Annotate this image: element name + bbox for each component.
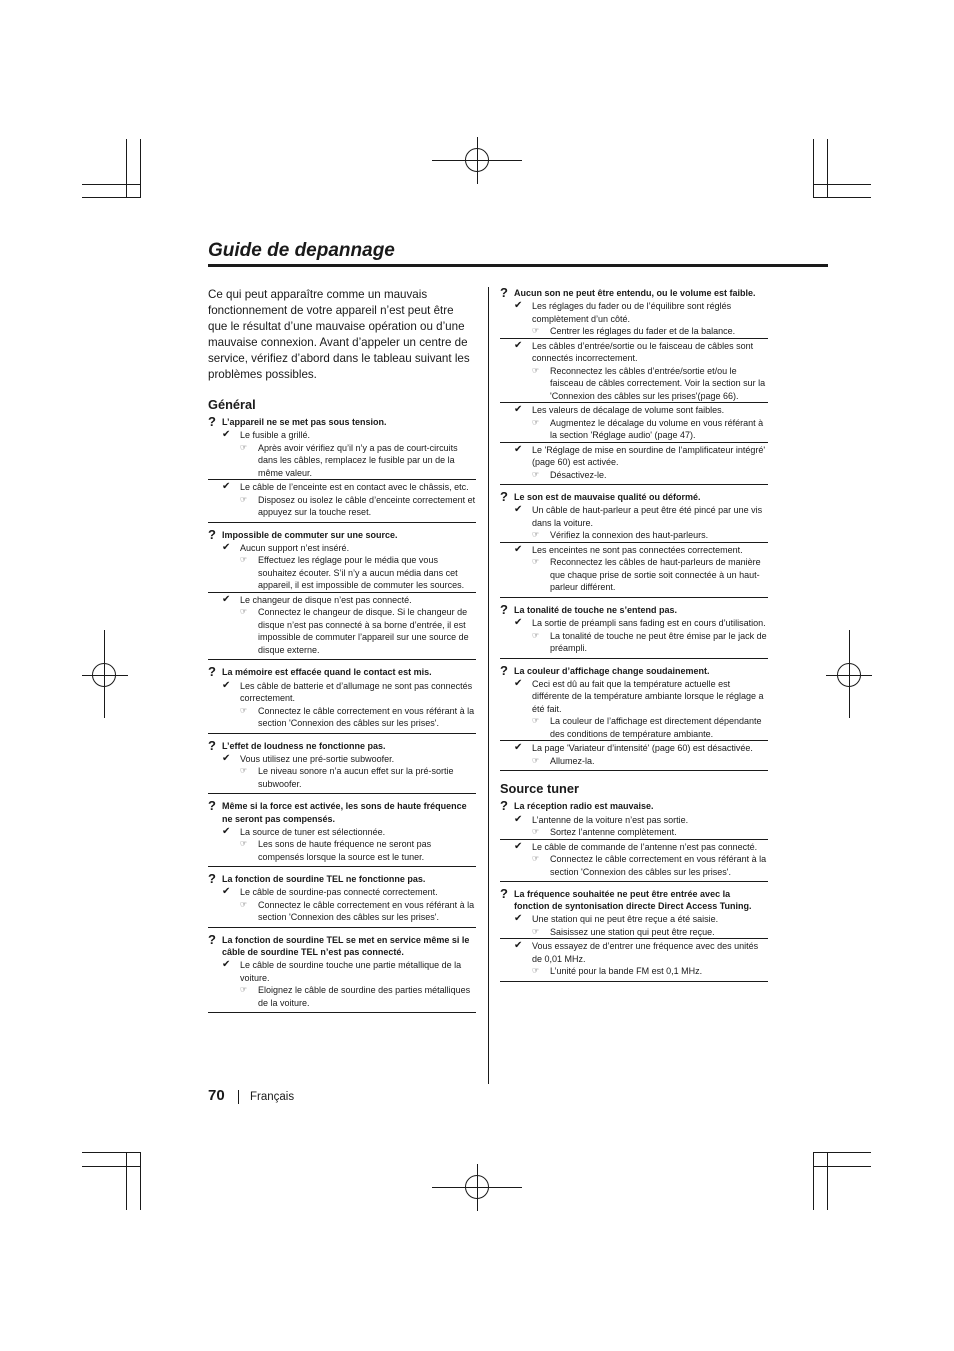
question-text: L’effet de loudness ne fonctionne pas. [222, 740, 386, 751]
remedy-text: Connectez le câble correctement en vous référant à la section 'Connexion des câbles sur les prises'. [258, 899, 475, 923]
remedy-row [222, 838, 476, 863]
check-icon: ✔ [514, 840, 523, 852]
pointing-hand-icon: ☞ [240, 494, 248, 504]
pointing-hand-icon: ☞ [240, 555, 248, 565]
check-icon: ✔ [514, 443, 523, 455]
question-mark-icon: ? [208, 931, 216, 947]
remedy-text: Augmentez le décalage du volume en vous référant à la section 'Réglage audio' (page 47). [550, 417, 764, 441]
remedy-text: Disposez ou isolez le câble d’enceinte correctement et appuyez sur la touche reset. [258, 494, 476, 518]
problem-block [500, 888, 768, 982]
remedy-row [222, 606, 476, 656]
question-mark-icon: ? [500, 285, 508, 300]
cause-item [500, 938, 768, 978]
pointing-hand-icon: ☞ [532, 469, 540, 479]
question-text: La réception radio est mauvaise. [514, 801, 654, 812]
question-text: La fonction de sourdine TEL ne fonctionne pas. [222, 874, 426, 885]
remedy-row [222, 494, 476, 519]
pointing-hand-icon: ☞ [532, 365, 540, 375]
cause-item [500, 678, 768, 741]
remedy-row [514, 965, 768, 978]
problem-question [500, 662, 768, 678]
problem-question [208, 931, 476, 958]
question-mark-icon: ? [500, 601, 508, 617]
cause-item [500, 402, 768, 442]
pointing-hand-icon: ☞ [532, 966, 540, 976]
cause-item [208, 680, 476, 730]
question-mark-icon: ? [208, 871, 216, 887]
problem-question [500, 601, 768, 617]
problem-block [208, 931, 476, 1013]
pointing-hand-icon: ☞ [240, 839, 248, 849]
pointing-hand-icon: ☞ [532, 827, 540, 837]
cause-row [514, 814, 768, 827]
cause-text: Les câble de batterie et d’allumage ne sont pas connectés correctement. [240, 680, 473, 704]
cause-text: Le fusible a grillé. [240, 430, 311, 441]
remedy-text: Vérifiez la connexion des haut-parleurs. [550, 530, 709, 541]
question-text: Même si la force est activée, les sons de haute fréquence ne seront pas compensés. [222, 801, 467, 824]
cause-text: Vous utilisez une pré-sortie subwoofer. [240, 753, 395, 764]
question-mark-icon: ? [208, 798, 216, 814]
pointing-hand-icon: ☞ [532, 716, 540, 726]
remedy-row [222, 765, 476, 790]
problem-question [500, 491, 768, 503]
remedy-row [514, 469, 768, 482]
general-problem-list [208, 416, 476, 1013]
cause-item [500, 442, 768, 482]
problem-question [500, 287, 768, 299]
cause-item [208, 479, 476, 519]
cause-text: Les réglages du fader ou de l’équilibre sont réglés complètement d’un côté. [532, 301, 732, 324]
cause-row [514, 678, 768, 716]
check-icon: ✔ [514, 504, 523, 516]
cause-item [208, 826, 476, 864]
footer-language: Français [250, 1091, 295, 1103]
question-mark-icon: ? [500, 662, 508, 678]
pointing-hand-icon: ☞ [532, 530, 540, 540]
cause-row [222, 959, 476, 984]
check-icon: ✔ [514, 813, 523, 825]
cause-row [514, 742, 768, 755]
remedy-text: Reconnectez les câbles de haut-parleurs de manière que chaque prise de sortie soit connectée à un haut-parleur différent. [550, 557, 761, 593]
cause-text: Les câbles d’entrée/sortie ou le faisceau de câbles sont connectés incorrectement. [532, 340, 754, 364]
question-mark-icon: ? [208, 664, 216, 680]
cause-text: Un câble de haut-parleur a peut être été pincé par une vis dans la voiture. [532, 505, 763, 528]
pointing-hand-icon: ☞ [532, 926, 540, 936]
question-text: Aucun son ne peut être entendu, ou le volume est faible. [514, 288, 756, 298]
problem-block [500, 601, 768, 659]
remedy-row [514, 715, 768, 740]
cause-text: Le câble de sourdine touche une partie métallique de la voiture. [240, 960, 462, 983]
left-column [208, 287, 476, 1019]
cause-item [500, 617, 768, 655]
cause-item [500, 740, 768, 767]
cause-row [222, 886, 476, 899]
cause-text: Le câble de commande de l’antenne n’est pas connecté. [532, 841, 758, 852]
cause-row [514, 404, 768, 417]
remedy-row [222, 899, 476, 924]
check-icon: ✔ [222, 541, 231, 553]
problem-block [500, 287, 768, 485]
remedy-text: L’unité pour la bande FM est 0,1 MHz. [550, 966, 703, 977]
cause-row [514, 444, 768, 469]
cause-text: La source de tuner est sélectionnée. [240, 826, 386, 837]
check-icon: ✔ [222, 825, 231, 837]
remedy-row [514, 826, 768, 839]
cause-item [500, 913, 768, 938]
problem-question [208, 666, 476, 678]
audio-problem-list [500, 287, 768, 771]
remedy-row [222, 554, 476, 592]
cause-text: Le câble de sourdine-pas connecté correctement. [240, 887, 438, 898]
remedy-text: Centrer les réglages du fader et de la balance. [550, 326, 736, 337]
pointing-hand-icon: ☞ [532, 755, 540, 765]
cause-row [222, 481, 476, 494]
remedy-row [222, 442, 476, 480]
pointing-hand-icon: ☞ [240, 766, 248, 776]
cause-item [208, 959, 476, 1009]
cause-row [222, 680, 476, 705]
remedy-text: Eloignez le câble de sourdine des parties métalliques de la voiture. [258, 985, 471, 1008]
question-text: Impossible de commuter sur une source. [222, 529, 398, 540]
pointing-hand-icon: ☞ [532, 417, 540, 427]
remedy-row [514, 755, 768, 768]
check-icon: ✔ [222, 886, 231, 898]
remedy-text: Désactivez-le. [550, 469, 607, 480]
remedy-row [514, 365, 768, 403]
cause-item [208, 753, 476, 791]
page-title: Guide de depannage [208, 240, 395, 261]
cause-item [208, 592, 476, 657]
remedy-row [222, 705, 476, 730]
cause-item [500, 839, 768, 879]
remedy-row [514, 529, 768, 542]
pointing-hand-icon: ☞ [532, 854, 540, 864]
cause-text: Ceci est dû au fait que la température actuelle est différente de la température ambiante lorsque le réglage a été fait. [532, 678, 764, 714]
problem-block [208, 526, 476, 661]
cause-row [514, 300, 768, 325]
section-title-general: Général [208, 397, 256, 412]
remedy-text: Reconnectez les câbles d’entrée/sortie et/ou le faisceau de câbles correctement. Voir la section sur la 'Connexion des câbles sur les prises'(page 66). [550, 365, 766, 401]
cause-row [514, 340, 768, 365]
remedy-text: Sortez l’antenne complètement. [550, 827, 677, 838]
cause-row [514, 617, 768, 630]
problem-question [208, 416, 476, 428]
column-divider [488, 287, 489, 1084]
problem-question [500, 800, 768, 812]
cause-row [222, 753, 476, 766]
question-text: La fréquence souhaitée ne peut être entrée avec la fonction de syntonisation directe Direct Access Tuning. [514, 889, 752, 912]
check-icon: ✔ [514, 339, 523, 351]
cause-item [500, 504, 768, 542]
cause-row [514, 504, 768, 529]
remedy-text: Après avoir vérifiez qu’il n’y a pas de court-circuits dans les câbles, remplacez le fusible par un de la même valeur. [258, 442, 458, 478]
remedy-text: Allumez-la. [550, 755, 595, 766]
cause-text: Vous essayez de d’entrer une fréquence avec des unités de 0,01 MHz. [532, 941, 759, 964]
check-icon: ✔ [222, 752, 231, 764]
question-text: La fonction de sourdine TEL se met en service même si le câble de sourdine TEL n’est pas connecté. [222, 934, 470, 958]
question-mark-icon: ? [208, 526, 216, 542]
cause-item [500, 338, 768, 403]
footer-separator [238, 1090, 239, 1104]
remedy-text: Effectuez les réglage pour le média que vous souhaitez écouter. S’il n’y a aucun média dans cet appareil, il est impossible de commuter les sources. [258, 555, 465, 591]
cause-text: Le câble de l’enceinte est en contact avec le châssis, etc. [240, 482, 469, 493]
remedy-text: Le niveau sonore n’a aucun effet sur la pré-sortie subwoofer. [258, 766, 454, 789]
problem-question [208, 800, 476, 824]
pointing-hand-icon: ☞ [240, 705, 248, 715]
remedy-text: Connectez le changeur de disque. Si le changeur de disque n’est pas connecté à sa borne d’entrée, il est impossible de commuter l’appareil sur une source de disque externe. [258, 607, 469, 655]
check-icon: ✔ [514, 913, 523, 925]
cause-item [500, 300, 768, 338]
cause-text: La sortie de préampli sans fading est en cours d’utilisation. [532, 618, 766, 629]
question-mark-icon: ? [500, 798, 508, 814]
problem-question [208, 737, 476, 753]
remedy-row [222, 984, 476, 1009]
page-number: 70 [208, 1087, 225, 1104]
remedy-row [514, 926, 768, 939]
cause-text: Le changeur de disque n’est pas connecté. [240, 594, 412, 605]
cause-row [222, 826, 476, 839]
question-mark-icon: ? [500, 489, 508, 505]
question-text: La tonalité de touche ne s’entend pas. [514, 604, 678, 615]
problem-block [208, 666, 476, 733]
pointing-hand-icon: ☞ [240, 985, 248, 995]
cause-item [208, 886, 476, 924]
check-icon: ✔ [514, 543, 523, 555]
pointing-hand-icon: ☞ [240, 442, 248, 452]
cause-text: La page 'Variateur d’intensité' (page 60) est désactivée. [532, 743, 753, 754]
remedy-text: Connectez le câble correctement en vous référant à la section 'Connexion des câbles sur les prises'. [258, 705, 475, 729]
cause-text: Les valeurs de décalage de volume sont faibles. [532, 405, 725, 416]
pointing-hand-icon: ☞ [532, 557, 540, 567]
cause-text: Les enceintes ne sont pas connectées correctement. [532, 544, 743, 555]
check-icon: ✔ [514, 940, 523, 952]
check-icon: ✔ [514, 677, 523, 689]
cause-row [514, 913, 768, 926]
remedy-text: Les sons de haute fréquence ne seront pas compensés lorsque la source est le tuner. [258, 839, 432, 862]
question-mark-icon: ? [208, 414, 216, 429]
section-title-tuner: Source tuner [500, 781, 579, 797]
problem-block [208, 800, 476, 867]
right-column [500, 287, 768, 988]
cause-row [222, 542, 476, 555]
question-mark-icon: ? [500, 886, 508, 902]
cause-row [222, 594, 476, 607]
remedy-text: Connectez le câble correctement en vous référant à la section 'Connexion des câbles sur les prises'. [550, 854, 767, 877]
problem-block [208, 873, 476, 928]
problem-question [500, 888, 768, 912]
cause-row [514, 544, 768, 557]
check-icon: ✔ [222, 429, 231, 441]
cause-row [514, 940, 768, 965]
remedy-row [514, 417, 768, 442]
cause-row [514, 841, 768, 854]
check-icon: ✔ [514, 742, 523, 754]
check-icon: ✔ [514, 617, 523, 629]
pointing-hand-icon: ☞ [532, 326, 540, 336]
remedy-row [514, 325, 768, 338]
tuner-problem-list [500, 800, 768, 982]
remedy-row [514, 853, 768, 878]
problem-block [500, 800, 768, 882]
check-icon: ✔ [222, 679, 231, 691]
problem-block [208, 416, 476, 523]
question-text: La couleur d’affichage change soudainement. [514, 665, 710, 676]
remedy-text: La tonalité de touche ne peut être émise par le jack de préampli. [550, 630, 767, 654]
problem-question [208, 526, 476, 542]
check-icon: ✔ [222, 959, 231, 971]
remedy-row [514, 556, 768, 594]
cause-text: Une station qui ne peut être reçue a été saisie. [532, 914, 719, 925]
pointing-hand-icon: ☞ [532, 630, 540, 640]
problem-block [500, 491, 768, 598]
problem-block [208, 737, 476, 795]
cause-text: Aucun support n’est inséré. [240, 542, 350, 553]
question-text: La mémoire est effacée quand le contact est mis. [222, 667, 432, 678]
cause-text: L’antenne de la voiture n’est pas sortie. [532, 814, 689, 825]
problem-question [208, 873, 476, 885]
problem-block [500, 662, 768, 772]
cause-text: Le 'Réglage de mise en sourdine de l’amplificateur intégré' (page 60) est activée. [532, 444, 766, 468]
remedy-text: Saisissez une station qui peut être reçue. [550, 926, 715, 937]
question-mark-icon: ? [208, 737, 216, 753]
cause-item [500, 814, 768, 839]
check-icon: ✔ [514, 300, 523, 312]
remedy-text: La couleur de l’affichage est directement dépendante des conditions de température ambiante. [550, 716, 762, 739]
check-icon: ✔ [514, 404, 523, 416]
check-icon: ✔ [222, 593, 231, 605]
question-text: Le son est de mauvaise qualité ou déformé. [514, 492, 701, 503]
pointing-hand-icon: ☞ [240, 899, 248, 909]
check-icon: ✔ [222, 481, 231, 493]
cause-item [208, 542, 476, 592]
title-rule [208, 264, 828, 267]
cause-row [222, 429, 476, 442]
intro-paragraph: Ce qui peut apparaître comme un mauvais fonctionnement de votre appareil n’est peut être que le résultat d’une mauvaise opération ou d’une mauvaise connexion. Avant d’appeler un centre de service, vérifiez d’abord dans le tableau suivant les problèmes possibles. [208, 288, 470, 381]
remedy-row [514, 630, 768, 655]
question-text: L’appareil ne se met pas sous tension. [222, 417, 387, 427]
cause-item [208, 429, 476, 479]
pointing-hand-icon: ☞ [240, 607, 248, 617]
cause-item [500, 542, 768, 594]
